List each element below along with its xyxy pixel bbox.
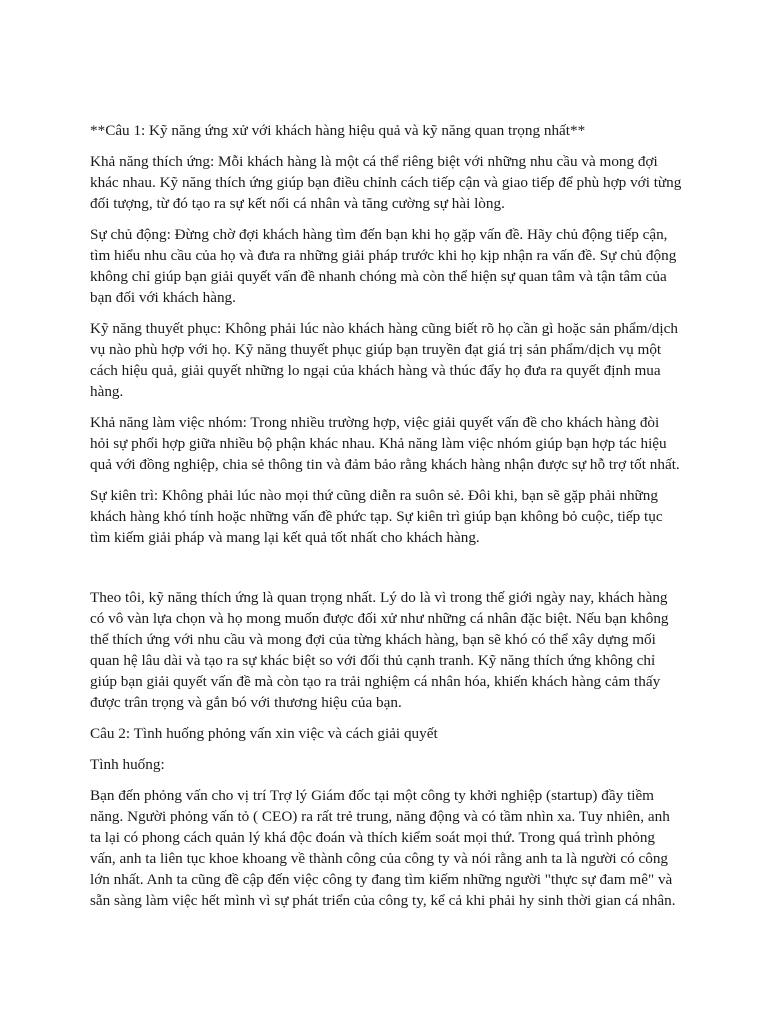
- paragraph-proactiveness: Sự chủ động: Đừng chờ đợi khách hàng tìm đến bạn khi họ gặp vấn đề. Hãy chủ động tiếp cận, tìm hiểu nhu cầu của họ và đưa ra những giải pháp trước khi họ kịp nhận ra vấn đề. Sự chủ động không chỉ giúp bạn giải quyết vấn đề nhanh chóng mà còn thể hiện sự quan tâm và tận tâm của bạn đối với khách hàng.: [90, 226, 677, 306]
- blank-line: [90, 558, 682, 587]
- paragraph-persistence: Sự kiên trì: Không phải lúc nào mọi thứ cũng diễn ra suôn sẻ. Đôi khi, bạn sẽ gặp phải những khách hàng khó tính hoặc những vấn đề phức tạp. Sự kiên trì giúp bạn không bỏ cuộc, tiếp tục tìm kiếm giải pháp và mang lại kết quả tốt nhất cho khách hàng.: [90, 487, 663, 546]
- paragraph-situation: Bạn đến phỏng vấn cho vị trí Trợ lý Giám đốc tại một công ty khởi nghiệp (startup) đầy tiềm năng. Người phỏng vấn tỏ ( CEO) ra rất trẻ trung, năng động và có tầm nhìn xa. Tuy nhiên, anh ta lại có phong cách quản lý khá độc đoán và thích kiểm soát mọi thứ. Trong quá trình phỏng vấn, anh ta liên tục khoe khoang về thành công của công ty và nói rằng anh ta là người có công lớn nhất. Anh ta cũng đề cập đến việc công ty đang tìm kiếm những người "thực sự đam mê" và sẵn sàng làm việc hết mình vì sự phát triển của công ty, kể cả khi phải hy sinh thời gian cá nhân.: [90, 787, 676, 909]
- situation-label: Tình huống:: [90, 756, 165, 773]
- paragraph-teamwork: Khả năng làm việc nhóm: Trong nhiều trường hợp, việc giải quyết vấn đề cho khách hàng đòi hỏi sự phối hợp giữa nhiều bộ phận khác nhau. Khả năng làm việc nhóm giúp bạn hợp tác hiệu quả với đồng nghiệp, chia sẻ thông tin và đảm bảo rằng khách hàng nhận được sự hỗ trợ tốt nhất.: [90, 414, 680, 473]
- question-2-heading: Câu 2: Tình huống phỏng vấn xin việc và cách giải quyết: [90, 725, 438, 742]
- question-1-heading: **Câu 1: Kỹ năng ứng xử với khách hàng hiệu quả và kỹ năng quan trọng nhất**: [90, 122, 586, 139]
- paragraph-adaptability: Khả năng thích ứng: Mỗi khách hàng là một cá thể riêng biệt với những nhu cầu và mong đợi khác nhau. Kỹ năng thích ứng giúp bạn điều chỉnh cách tiếp cận và giao tiếp để phù hợp với từng đối tượng, từ đó tạo ra sự kết nối cá nhân và tăng cường sự hài lòng.: [90, 153, 682, 212]
- paragraph-opinion: Theo tôi, kỹ năng thích ứng là quan trọng nhất. Lý do là vì trong thế giới ngày nay, khách hàng có vô vàn lựa chọn và họ mong muốn được đối xử như những cá nhân đặc biệt. Nếu bạn không thể thích ứng với nhu cầu và mong đợi của từng khách hàng, bạn sẽ khó có thể xây dựng mối quan hệ lâu dài và tạo ra sự khác biệt so với đối thủ cạnh tranh. Kỹ năng thích ứng không chỉ giúp bạn giải quyết vấn đề mà còn tạo ra trải nghiệm cá nhân hóa, khiến khách hàng cảm thấy được trân trọng và gắn bó với thương hiệu của bạn.: [90, 589, 669, 711]
- document-page: [90, 120, 682, 921]
- paragraph-persuasion: Kỹ năng thuyết phục: Không phải lúc nào khách hàng cũng biết rõ họ cần gì hoặc sản phẩm/dịch vụ nào phù hợp với họ. Kỹ năng thuyết phục giúp bạn truyền đạt giá trị sản phẩm/dịch vụ một cách hiệu quả, giải quyết những lo ngại của khách hàng và thúc đẩy họ đưa ra quyết định mua hàng.: [90, 320, 678, 400]
